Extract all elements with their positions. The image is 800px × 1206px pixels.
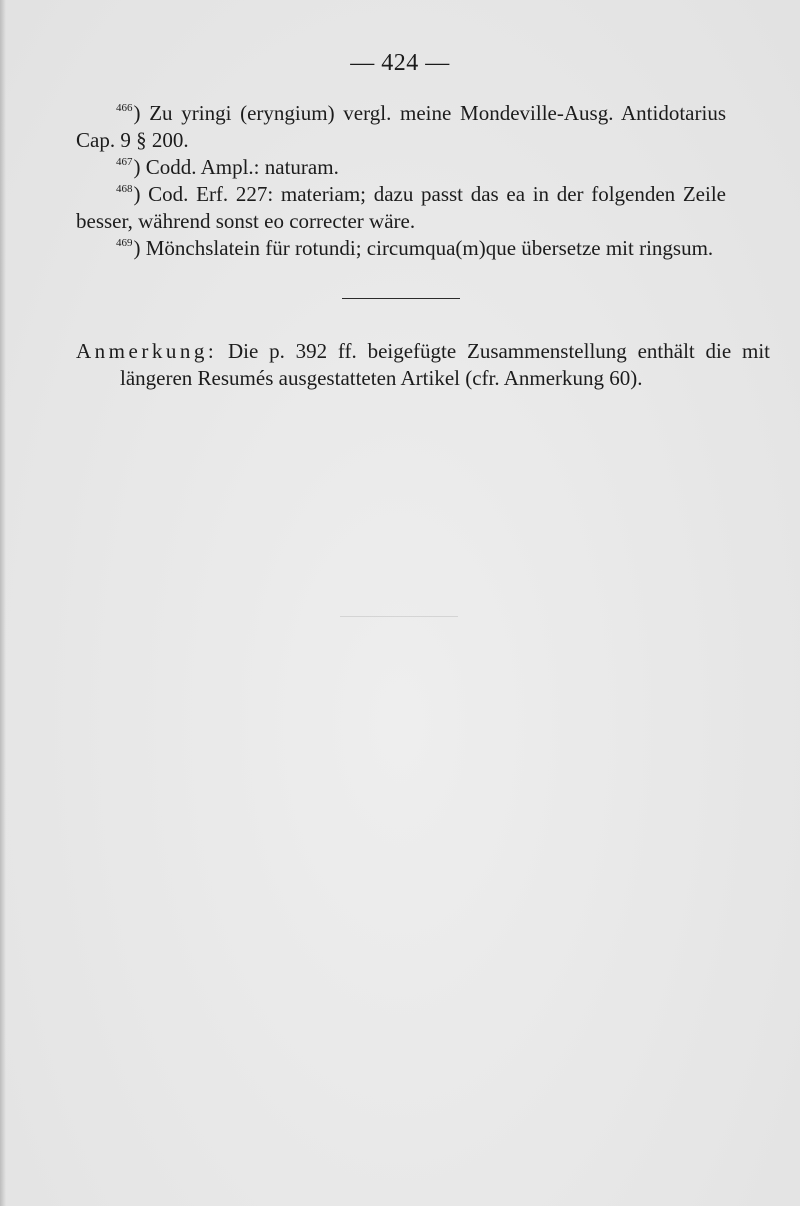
footnote-text: ) Mönchslatein für rotundi; circumqua(m)que übersetze mit ringsum.	[133, 236, 714, 260]
footnote-469	[76, 235, 726, 262]
footnote-number: 467	[116, 156, 133, 168]
show-through-bleed	[70, 400, 730, 528]
footnote-468	[76, 181, 726, 235]
footnote-text: ) Codd. Ampl.: naturam.	[133, 155, 339, 179]
page-edge-shadow	[0, 0, 6, 1206]
footnote-text: ) Cod. Erf. 227: materiam; dazu passt das ea in der folgenden Zeile besser, während sonst eo correcter wäre.	[76, 182, 726, 233]
footnote-number: 466	[116, 102, 133, 114]
page-number: — 424 —	[350, 50, 450, 76]
section-divider	[342, 298, 460, 299]
footnote-number: 469	[116, 237, 133, 249]
show-through-rule	[340, 616, 458, 617]
footnote-467	[76, 154, 726, 181]
note-paragraph	[76, 338, 770, 392]
footnotes-block	[76, 100, 726, 262]
footnote-number: 468	[116, 183, 133, 195]
footnote-466	[76, 100, 726, 154]
note-label: Anmerkung:	[76, 339, 218, 363]
note-text: Die p. 392 ff. beigefügte Zusammenstellung enthält die mit längeren Resumés ausgestatteten Artikel (cfr. Anmerkung 60).	[120, 339, 770, 390]
footnote-text: ) Zu yringi (eryngium) vergl. meine Mondeville-Ausg. Antidotarius Cap. 9 § 200.	[76, 101, 726, 152]
